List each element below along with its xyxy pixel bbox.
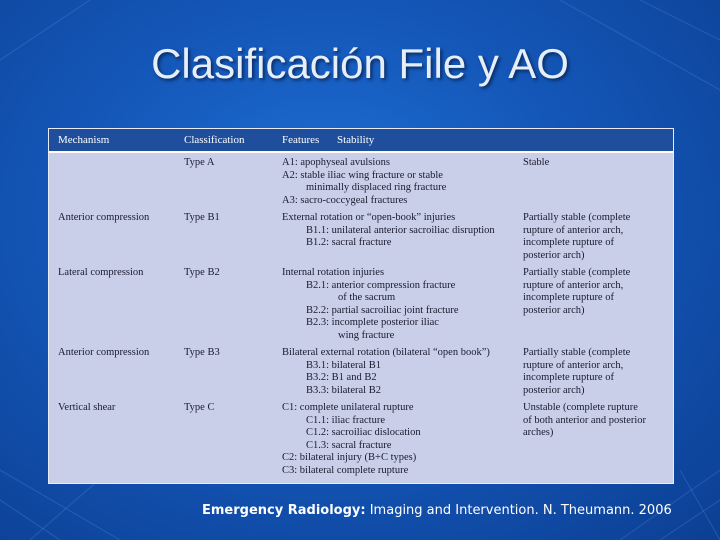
row-features: External rotation or “open-book” injuries B1.1: unilateral anterior sacroiliac disruption B1.2: sacral fracture	[282, 212, 495, 249]
header-features: Features	[282, 134, 320, 146]
row-features: C1: complete unilateral rupture C1.1: iliac fracture C1.2: sacroiliac dislocation C1.3: sacral fracture C2: bilateral injury (B+C types) C3: bilateral complete rupture	[282, 402, 421, 476]
row-classification: Type B3	[184, 347, 220, 358]
row-stability: Stable	[523, 157, 550, 168]
row-stability: Partially stable (complete rupture of anterior arch, incomplete rupture of posterior arch)	[523, 347, 631, 396]
row-features: Internal rotation injuries B2.1: anterior compression fracture of the sacrum B2.2: partial sacroiliac joint fracture B2.3: incomplete posterior iliac wing fracture	[282, 267, 459, 341]
row-mechanism: Anterior compression	[58, 212, 150, 223]
row-features: Bilateral external rotation (bilateral “open book”) B3.1: bilateral B1 B3.2: B1 and B2 B3.3: bilateral B2	[282, 347, 490, 396]
citation-details: Imaging and Intervention. N. Theumann. 2006	[365, 503, 672, 518]
header-classification: Classification	[184, 134, 245, 146]
row-classification: Type A	[184, 157, 215, 168]
row-mechanism: Anterior compression	[58, 347, 150, 358]
row-features: A1: apophyseal avulsions A2: stable iliac wing fracture or stable minimally displaced ring fracture A3: sacro-coccygeal fractures	[282, 157, 447, 206]
row-stability: Partially stable (complete rupture of anterior arch, incomplete rupture of posterior arch)	[523, 212, 631, 261]
row-mechanism: Vertical shear	[58, 402, 116, 413]
header-stability: Stability	[337, 134, 375, 146]
row-stability: Partially stable (complete rupture of anterior arch, incomplete rupture of posterior arch)	[523, 267, 631, 316]
table-header-row	[49, 129, 673, 153]
header-mechanism: Mechanism	[58, 134, 110, 146]
slide-title: Clasificación File y AO	[151, 40, 569, 87]
row-classification: Type B1	[184, 212, 220, 223]
row-classification: Type B2	[184, 267, 220, 278]
row-classification: Type C	[184, 402, 215, 413]
row-stability: Unstable (complete rupture of both anterior and posterior arches)	[523, 402, 647, 439]
citation-footer	[202, 503, 672, 518]
citation-source: Emergency Radiology:	[202, 503, 366, 518]
row-mechanism: Lateral compression	[58, 267, 144, 278]
classification-table	[48, 128, 674, 484]
